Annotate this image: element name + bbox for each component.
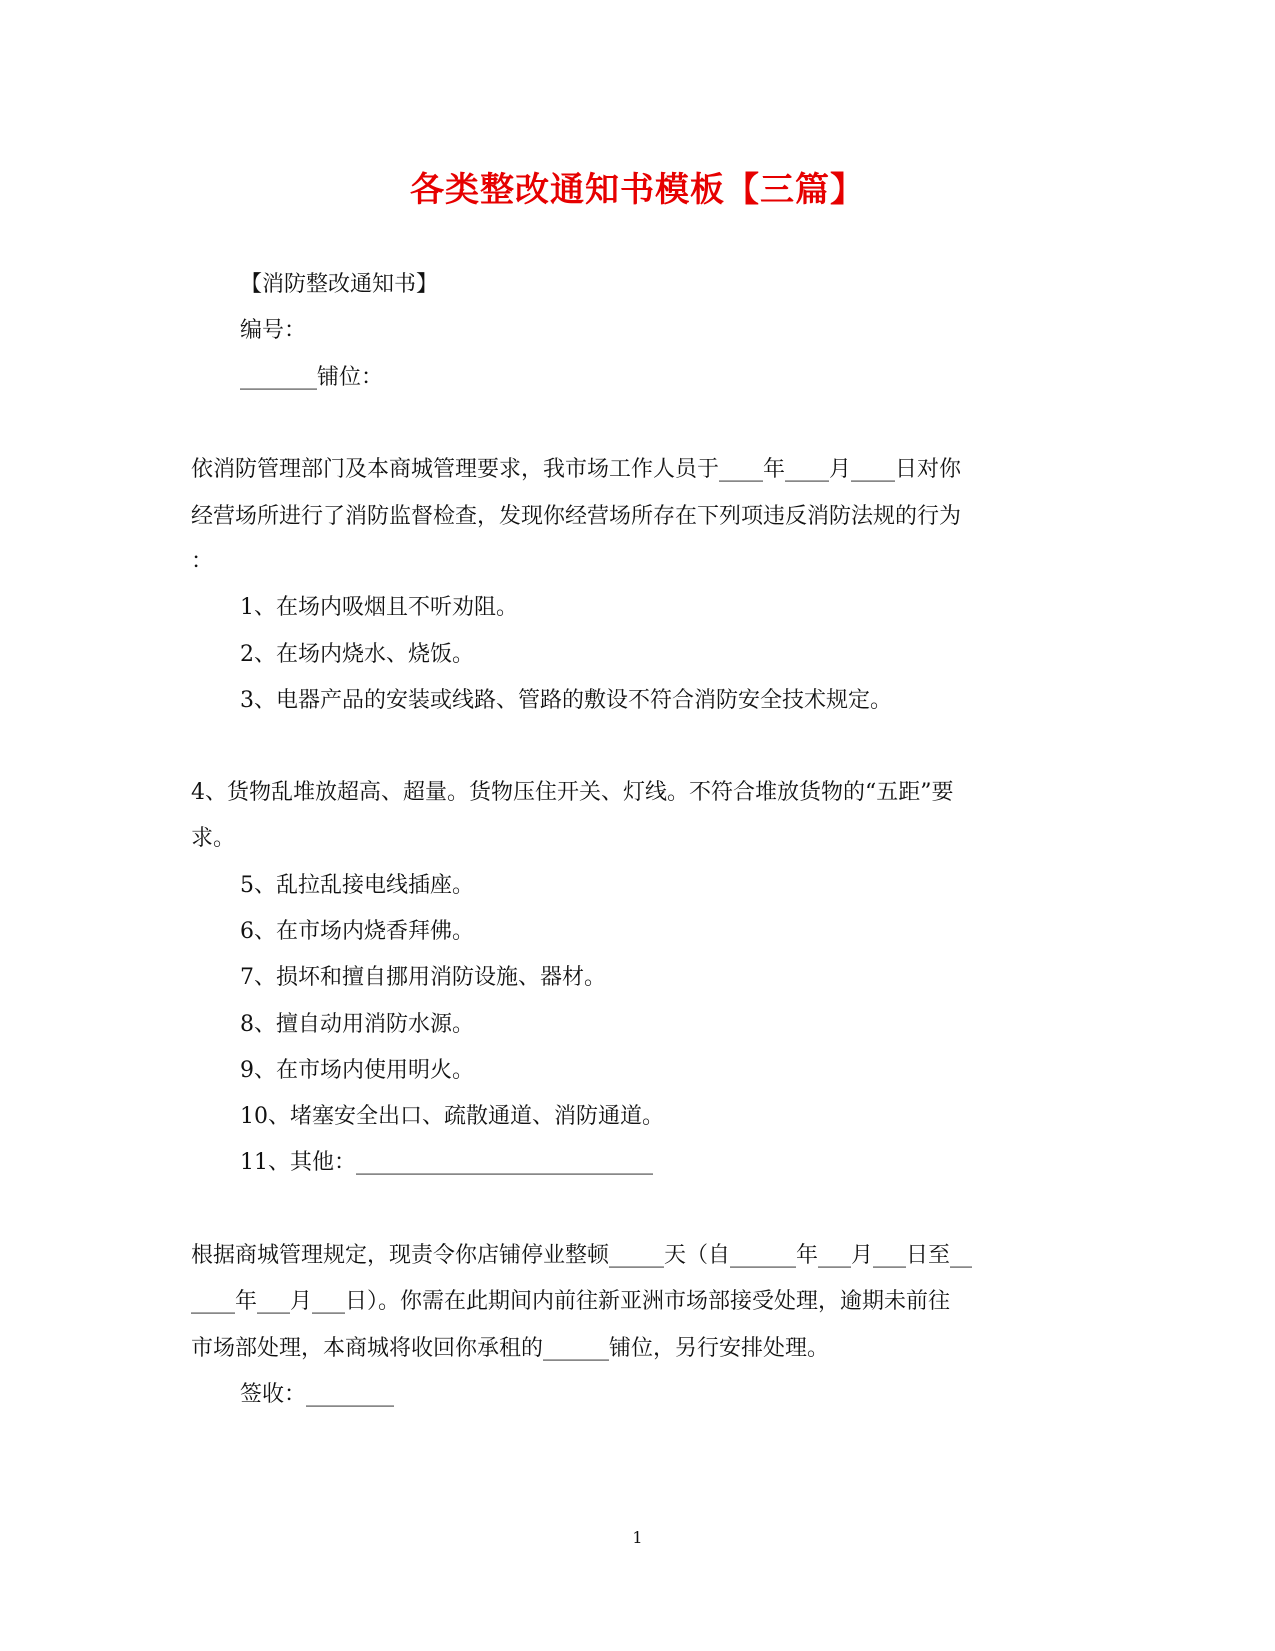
- list-item: 3、电器产品的安装或线路、管路的敷设不符合消防安全技术规定。: [240, 688, 892, 713]
- list-item: 11、其他：___________________________: [240, 1150, 653, 1175]
- intro-line: 经营场所进行了消防监督检查，发现你经营场所存在下列项违反消防法规的行为: [191, 504, 962, 529]
- closing-line: 根据商城管理规定，现责令你店铺停业整顿_____天（自______年___月___日至__: [191, 1243, 973, 1268]
- list-item: 8、擅自动用消防水源。: [240, 1012, 474, 1037]
- list-item: 7、损坏和擅自挪用消防设施、器材。: [240, 965, 606, 990]
- intro-line: ：: [191, 549, 214, 574]
- list-item: 5、乱拉乱接电线插座。: [240, 873, 474, 898]
- list-item: 6、在市场内烧香拜佛。: [240, 919, 474, 944]
- sign-label: 签收：________: [240, 1382, 395, 1407]
- closing-line: 市场部处理，本商城将收回你承租的______铺位，另行安排处理。: [191, 1336, 830, 1361]
- list-item: 1、在场内吸烟且不听劝阻。: [240, 595, 518, 620]
- shop-label: _______铺位：: [240, 365, 384, 390]
- number-label: 编号：: [240, 318, 307, 343]
- closing-line: ____年___月___日）。你需在此期间内前往新亚洲市场部接受处理，逾期未前往: [191, 1289, 951, 1314]
- intro-line: 依消防管理部门及本商城管理要求，我市场工作人员于____年____月____日对你: [191, 457, 962, 482]
- list-item: 9、在市场内使用明火。: [240, 1058, 474, 1083]
- page-number: 1: [632, 1528, 643, 1547]
- document-title: 各类整改通知书模板【三篇】: [410, 170, 865, 210]
- list-item-continued: 求。: [191, 826, 236, 851]
- list-item: 2、在场内烧水、烧饭。: [240, 642, 474, 667]
- section-heading: 【消防整改通知书】: [240, 272, 439, 297]
- list-item: 10、堵塞安全出口、疏散通道、消防通道。: [240, 1104, 664, 1129]
- list-item: 4、货物乱堆放超高、超量。货物压住开关、灯线。不符合堆放货物的“五距”要: [191, 780, 954, 805]
